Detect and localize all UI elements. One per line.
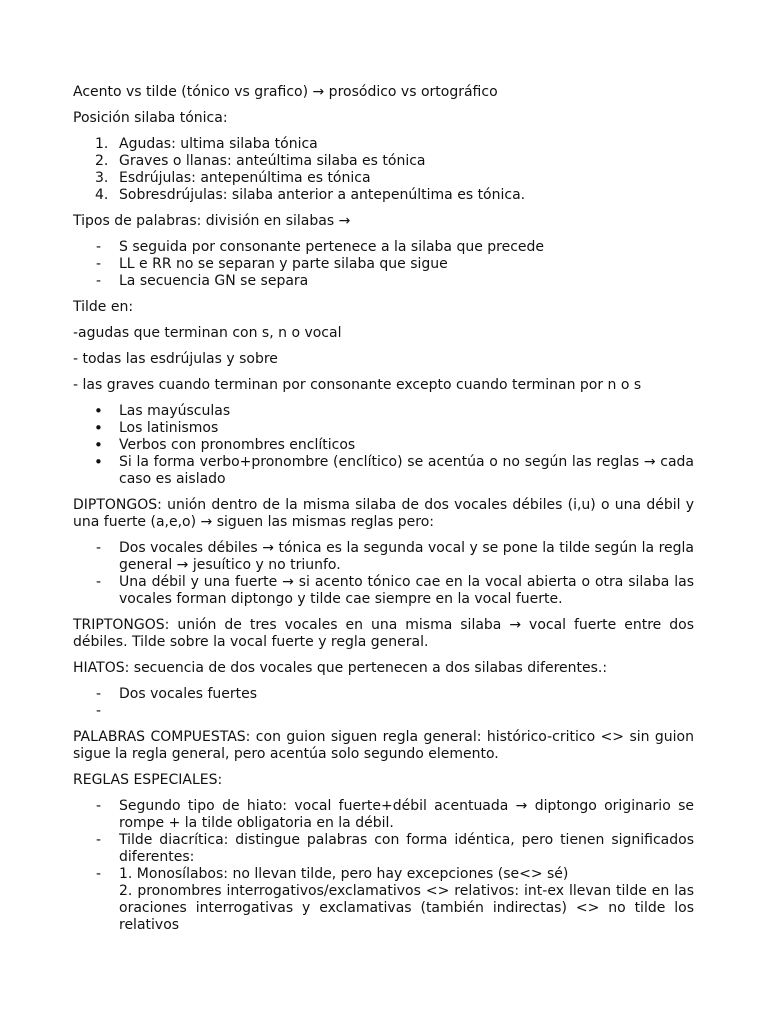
dash-marker: - [96,574,102,590]
diptongos-paragraph: DIPTONGOS: unión dentro de la misma silaba de dos vocales débiles (i,u) o una débil y una fuerte (a,e,o) → siguen las mismas reglas pero: [73,497,694,530]
bullet-marker: • [94,402,103,420]
list-item-text [119,703,123,719]
intro-line: Acento vs tilde (tónico vs grafico) → prosódico vs ortográfico [73,84,498,100]
list-item-text: Esdrújulas: antepenúltima es tónica [119,170,371,186]
dash-marker: - [96,832,102,848]
bullet-marker: • [94,453,103,471]
dash-marker: - [96,686,102,702]
list-item-text: 1. Monosílabos: no llevan tilde, pero hay excepciones (se<> sé) [119,866,569,882]
list-item-text: Los latinismos [119,420,219,436]
list-item-continuation: 2. pronombres interrogativos/exclamativos <> relativos: int-ex llevan tilde en las oraciones interrogativas y exclamativas (también indirectas) <> no tilde los relativos [119,883,694,933]
diptongos-list [73,540,694,608]
list-item [73,420,694,437]
especiales-list [73,798,694,934]
tilde-heading: Tilde en: [73,299,134,315]
list-item-text: S seguida por consonante pertenece a la silaba que precede [119,239,545,255]
dash-marker: - [96,798,102,814]
list-item-text: Dos vocales débiles → tónica es la segunda vocal y se pone la tilde según la regla general → jesuítico y no triunfo. [119,540,694,573]
list-item [73,153,694,170]
list-item [73,574,694,608]
list-item [73,170,694,187]
list-item [73,866,694,934]
list-item-text: Una débil y una fuerte → si acento tónico cae en la vocal abierta o otra silaba las vocales forman diptongo y tilde cae siempre en la vocal fuerte. [119,574,694,607]
compuestas-paragraph: PALABRAS COMPUESTAS: con guion siguen regla general: histórico-critico <> sin guion sigue la regla general, pero acentúa solo segundo elemento. [73,729,694,762]
tipos-list [73,239,694,290]
hiatos-paragraph: HIATOS: secuencia de dos vocales que pertenecen a dos silabas diferentes.: [73,660,608,676]
dash-marker: - [96,540,102,556]
tilde-bullet-list [73,403,694,488]
dash-marker: - [96,703,102,719]
posicion-heading: Posición silaba tónica: [73,110,228,126]
list-item [73,273,694,290]
hiatos-list [73,686,694,720]
list-item-text: Segundo tipo de hiato: vocal fuerte+débil acentuada → diptongo originario se rompe + la tilde obligatoria en la débil. [119,798,694,831]
list-item [73,686,694,703]
posicion-list [73,136,694,204]
list-item-text: Tilde diacrítica: distingue palabras con forma idéntica, pero tienen significados diferentes: [119,832,694,865]
list-item-text: Si la forma verbo+pronombre (enclítico) se acentúa o no según las reglas → cada caso es aislado [119,454,694,487]
list-item [73,187,694,204]
list-item [73,832,694,866]
list-item [73,454,694,488]
list-number: 3. [95,170,109,186]
list-number: 1. [95,136,109,152]
list-item [73,437,694,454]
dash-marker: - [96,866,102,882]
especiales-heading: REGLAS ESPECIALES: [73,772,223,788]
list-item [73,703,694,720]
list-item [73,403,694,420]
list-item-text: Dos vocales fuertes [119,686,258,702]
list-item-text: Agudas: ultima silaba tónica [119,136,318,152]
list-number: 4. [95,187,109,203]
tilde-line: - las graves cuando terminan por consonante excepto cuando terminan por n o s [73,377,642,393]
list-item [73,256,694,273]
dash-marker: - [96,273,102,289]
list-item-text: La secuencia GN se separa [119,273,309,289]
list-item-text: LL e RR no se separan y parte silaba que sigue [119,256,448,272]
dash-marker: - [96,256,102,272]
tipos-heading: Tipos de palabras: división en silabas → [73,213,351,229]
list-item [73,239,694,256]
list-item [73,798,694,832]
list-item-text: Sobresdrújulas: silaba anterior a antepenúltima es tónica. [119,187,526,203]
bullet-marker: • [94,419,103,437]
dash-marker: - [96,239,102,255]
triptongos-paragraph: TRIPTONGOS: unión de tres vocales en una misma silaba → vocal fuerte entre dos débiles. Tilde sobre la vocal fuerte y regla general. [73,617,694,650]
list-number: 2. [95,153,109,169]
list-item [73,136,694,153]
list-item-text: Las mayúsculas [119,403,231,419]
tilde-line: -agudas que terminan con s, n o vocal [73,325,342,341]
document-body [73,84,694,943]
bullet-marker: • [94,436,103,454]
list-item-text: Graves o llanas: anteúltima silaba es tónica [119,153,426,169]
list-item-text: Verbos con pronombres enclíticos [119,437,356,453]
list-item [73,540,694,574]
tilde-line: - todas las esdrújulas y sobre [73,351,278,367]
